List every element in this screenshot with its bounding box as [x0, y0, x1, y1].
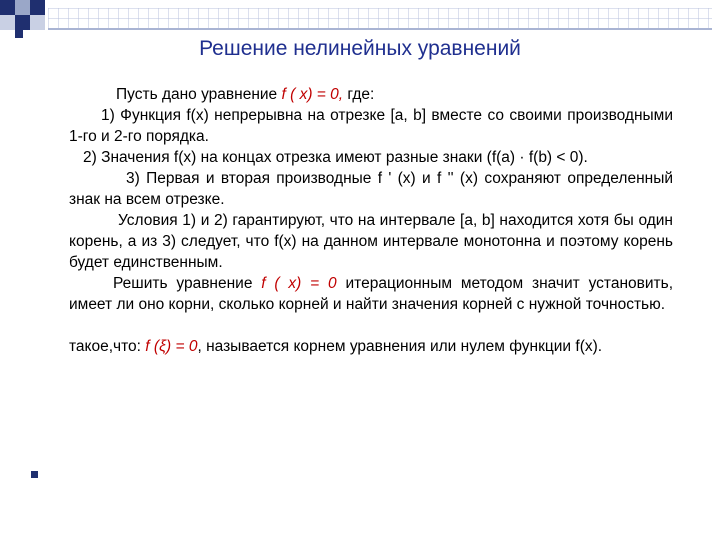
condition-3: 3) Первая и вторая производные f ' (x) и f '' (x) сохраняют определенный знак на всем отрезке.: [69, 170, 673, 208]
page-title: Решение нелинейных уравнений: [199, 37, 521, 60]
condition-1: 1) Функция f(x) непрерывна на отрезке [a, b] вместе со своими производными 1-го и 2-го порядка.: [69, 107, 673, 145]
equation: f ( x) = 0: [261, 275, 337, 292]
intro-line: Пусть дано уравнение f ( x) = 0, где:: [116, 86, 375, 103]
equation: f (ξ) = 0: [145, 338, 198, 355]
solve-paragraph: Решить уравнение f ( x) = 0 итерационным методом значит установить, имеет ли оно корни, сколько корней и найти значения корней с нужной точностью.: [69, 275, 674, 313]
top-grid-band: [48, 8, 712, 34]
equation: f ( x) = 0,: [281, 86, 344, 103]
root-definition: такое,что: f (ξ) = 0, называется корнем уравнения или нулем функции f(x).: [69, 338, 603, 355]
guarantee-paragraph: Условия 1) и 2) гарантируют, что на интервале [a, b] находится хотя бы один корень, а из 3) следует, что f(x) на данном интервале монотонна и поэтому корень будет единственным.: [69, 212, 673, 271]
bullet-marker: [31, 471, 38, 478]
condition-2: 2) Значения f(x) на концах отрезка имеют разные знаки (f(a) · f(b) < 0).: [83, 149, 588, 166]
slide-content: [69, 84, 673, 357]
